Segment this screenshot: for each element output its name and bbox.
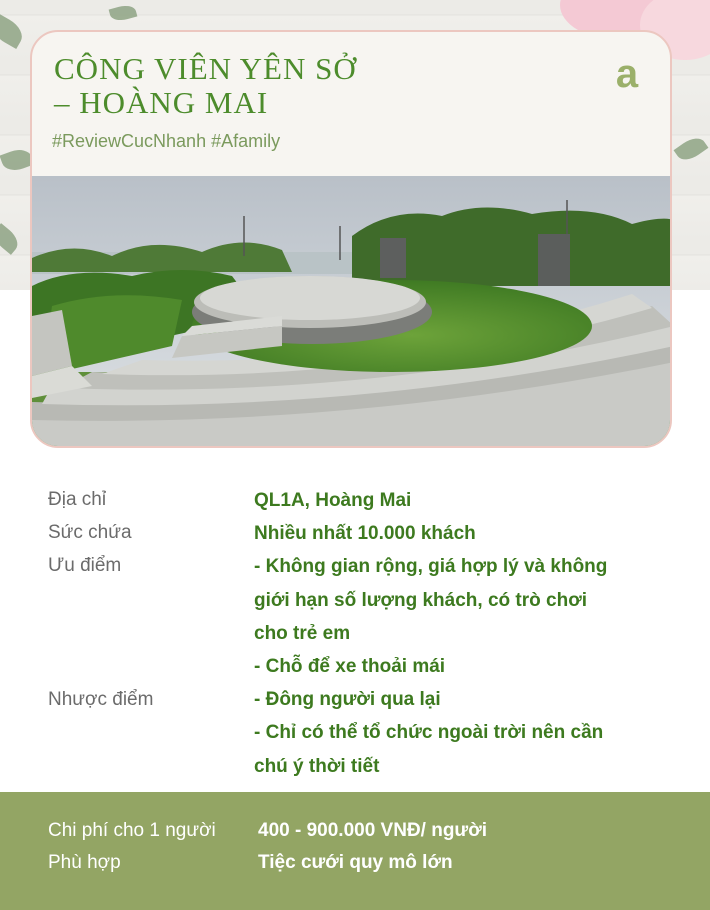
cost-label: Chi phí cho 1 người xyxy=(48,820,216,841)
park-amphitheater-photo xyxy=(32,176,672,448)
pros-line: - Không gian rộng, giá hợp lý và không xyxy=(254,556,608,577)
svg-text:a: a xyxy=(615,54,639,96)
pros-label: Ưu điểm xyxy=(48,555,122,576)
cons-line: - Chỉ có thể tổ chức ngoài trời nên cần xyxy=(254,722,604,743)
pros-line: cho trẻ em xyxy=(254,623,351,644)
pros-line: giới hạn số lượng khách, có trò chơi xyxy=(254,590,587,611)
venue-title: CÔNG VIÊN YÊN SỞ – HOÀNG MAI xyxy=(54,51,357,120)
cost-value: 400 - 900.000 VNĐ/ người xyxy=(258,820,487,841)
hashtags: #ReviewCucNhanh #Afamily xyxy=(52,131,281,151)
afamily-logo-icon xyxy=(606,54,648,96)
address-value: QL1A, Hoàng Mai xyxy=(254,490,412,511)
venue-card xyxy=(30,30,672,448)
pros-line: - Chỗ để xe thoải mái xyxy=(254,656,446,677)
capacity-label: Sức chứa xyxy=(48,522,132,543)
fit-value: Tiệc cưới quy mô lớn xyxy=(258,852,453,873)
summary-bar xyxy=(0,792,710,910)
fit-label: Phù hợp xyxy=(48,852,121,873)
cons-line: chú ý thời tiết xyxy=(254,756,380,777)
capacity-value: Nhiều nhất 10.000 khách xyxy=(254,523,476,544)
cons-line: - Đông người qua lại xyxy=(254,689,441,710)
cons-label: Nhược điểm xyxy=(48,689,154,710)
address-label: Địa chỉ xyxy=(48,489,107,510)
